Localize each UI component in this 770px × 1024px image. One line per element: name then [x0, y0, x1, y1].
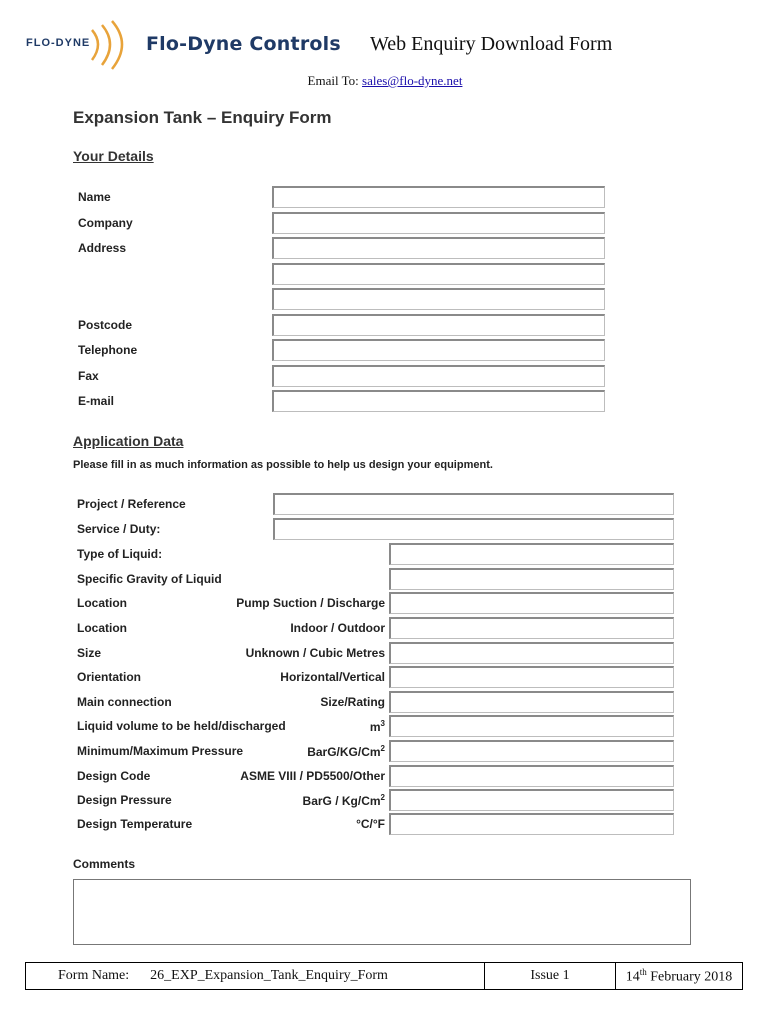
location-2-unit: Indoor / Outdoor	[290, 621, 385, 635]
address-line-3-input[interactable]	[272, 288, 605, 310]
logo-arcs-icon	[22, 20, 140, 70]
main-connection-unit: Size/Rating	[320, 695, 385, 709]
company-logo	[22, 20, 140, 70]
design-code-label: Design Code	[77, 769, 151, 783]
logo-text: FLO-DYNE	[26, 37, 91, 49]
name-input[interactable]	[272, 186, 605, 208]
main-connection-input[interactable]	[389, 691, 674, 713]
design-pressure-label: Design Pressure	[77, 793, 172, 807]
comments-textarea[interactable]	[73, 879, 691, 945]
service-input[interactable]	[273, 518, 674, 540]
project-label: Project / Reference	[77, 497, 186, 511]
fax-input[interactable]	[272, 365, 605, 387]
orientation-label: Orientation	[77, 670, 142, 684]
gravity-label: Specific Gravity of Liquid	[77, 572, 222, 586]
liquid-volume-input[interactable]	[389, 715, 674, 737]
service-label: Service / Duty:	[77, 522, 161, 536]
postcode-label: Postcode	[78, 318, 133, 332]
liquid-volume-unit: $m^3$	[369, 719, 385, 734]
postcode-input[interactable]	[272, 314, 605, 336]
location-1-label: Location	[77, 596, 127, 610]
pressure-range-input[interactable]	[389, 740, 674, 762]
size-input[interactable]	[389, 642, 674, 664]
pressure-range-label: Minimum/Maximum Pressure	[77, 744, 244, 758]
email-prefix: Email To:	[307, 73, 359, 88]
email-label: E-mail	[78, 394, 115, 408]
fax-label: Fax	[78, 369, 99, 383]
address-label: Address	[78, 241, 127, 255]
liquid-type-input[interactable]	[389, 543, 674, 565]
design-temp-unit: °C/°F	[356, 817, 385, 831]
company-input[interactable]	[272, 212, 605, 234]
main-connection-label: Main connection	[77, 695, 172, 709]
footer-table	[25, 962, 743, 990]
liquid-type-label: Type of Liquid:	[77, 547, 163, 561]
email-link[interactable]: sales@flo-dyne.net	[362, 73, 463, 88]
design-temp-input[interactable]	[389, 813, 674, 835]
issue-cell	[485, 963, 616, 990]
location-2-input[interactable]	[389, 617, 674, 639]
form-name-value: 26_EXP_Expansion_Tank_Enquiry_Form	[150, 968, 388, 983]
orientation-input[interactable]	[389, 666, 674, 688]
date-cell: 14th February 2018	[616, 963, 743, 990]
location-2-label: Location	[77, 621, 127, 635]
email-input[interactable]	[272, 390, 605, 412]
application-note: Please fill in as much information as possible to help us design your equipment.	[73, 459, 493, 471]
location-1-unit: Pump Suction / Discharge	[236, 596, 385, 610]
form-name-label: Form Name:	[58, 968, 130, 983]
project-input[interactable]	[273, 493, 674, 515]
telephone-label: Telephone	[78, 343, 138, 357]
brand-name: Flo-Dyne Controls	[146, 33, 341, 55]
liquid-volume-label: Liquid volume to be held/discharged	[77, 719, 286, 733]
your-details-heading: Your Details	[73, 148, 154, 164]
location-1-input[interactable]	[389, 592, 674, 614]
size-unit: Unknown / Cubic Metres	[245, 646, 385, 660]
name-label: Name	[78, 190, 111, 204]
design-pressure-unit: BarG / Kg/Cm$^2$	[302, 793, 385, 808]
pressure-range-unit: BarG/KG/Cm$^2$	[307, 744, 385, 759]
address-line-2-input[interactable]	[272, 263, 605, 285]
comments-label: Comments	[73, 857, 136, 871]
email-line	[0, 73, 770, 89]
form-name-cell	[26, 963, 485, 990]
design-code-unit: ASME VIII / PD5500/Other	[240, 769, 385, 783]
design-pressure-input[interactable]	[389, 789, 674, 811]
gravity-input[interactable]	[389, 568, 674, 590]
header-title: Web Enquiry Download Form	[370, 33, 613, 55]
telephone-input[interactable]	[272, 339, 605, 361]
application-data-heading: Application Data	[73, 433, 184, 449]
company-label: Company	[78, 216, 133, 230]
size-label: Size	[77, 646, 102, 660]
design-code-input[interactable]	[389, 765, 674, 787]
issue-value: Issue 1	[530, 968, 570, 983]
form-title: Expansion Tank – Enquiry Form	[73, 108, 332, 127]
orientation-unit: Horizontal/Vertical	[280, 670, 385, 684]
address-line-1-input[interactable]	[272, 237, 605, 259]
design-temp-label: Design Temperature	[77, 817, 193, 831]
